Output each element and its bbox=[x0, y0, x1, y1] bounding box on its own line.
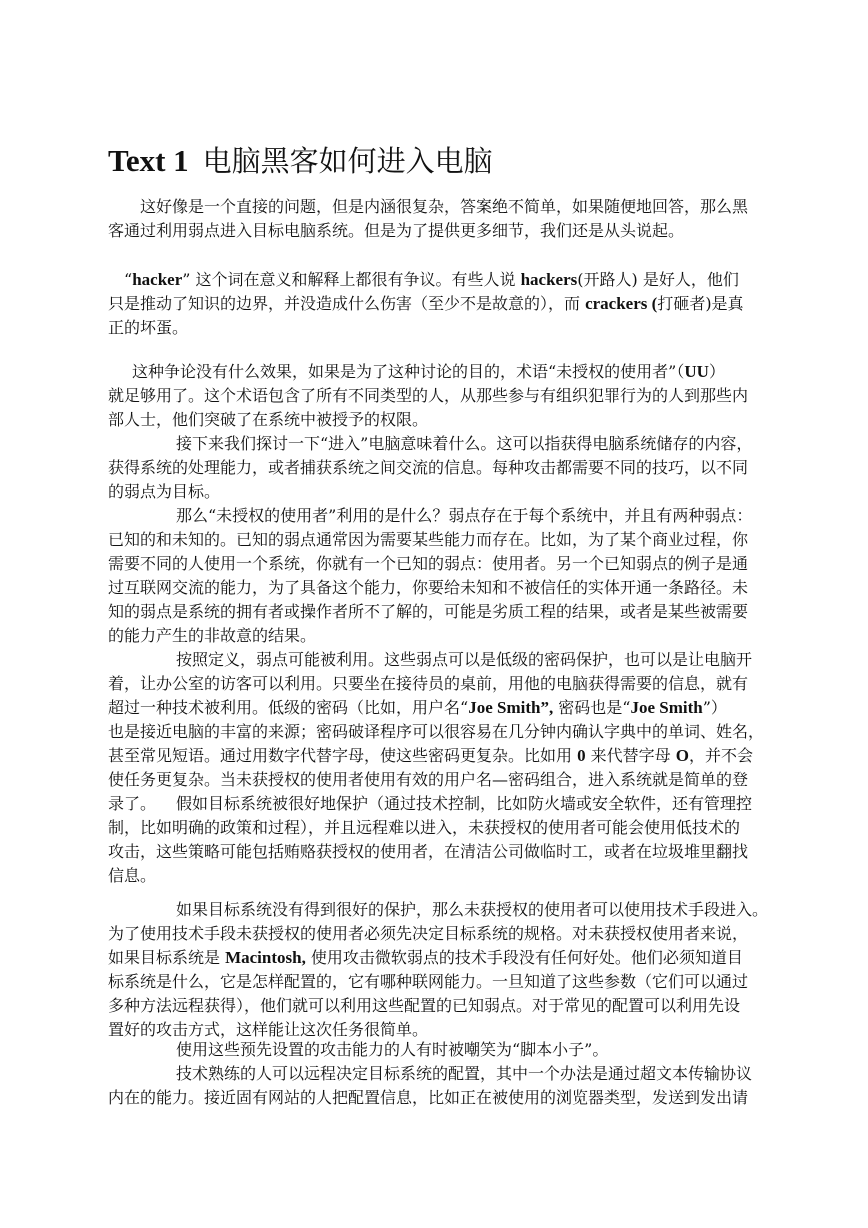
text-line: 甚至常见短语。通过用数字代替字母，使这些密码更复杂。比如用 0 来代替字母 O，并不会 bbox=[108, 746, 754, 765]
text-line: 置好的攻击方式，这样能让这次任务很简单。 bbox=[108, 1020, 429, 1039]
text-line: 多种方法远程获得），他们就可以利用这些配置的已知弱点。对于常见的配置可以利用先设 bbox=[108, 996, 741, 1015]
text-line: 如果目标系统没有得到很好的保护，那么未获授权的使用者可以使用技术手段进入。 bbox=[176, 900, 769, 919]
text-line: 信息。 bbox=[108, 866, 157, 885]
text-line: 获得系统的处理能力，或者捕获系统之间交流的信息。每种攻击都需要不同的技巧，以不同 bbox=[108, 458, 749, 477]
text-line: 按照定义，弱点可能被利用。这些弱点可以是低级的密码保护，也可以是让电脑开 bbox=[176, 650, 753, 669]
text-line: 的能力产生的非故意的结果。 bbox=[108, 626, 317, 645]
text-line: 就足够用了。这个术语包含了所有不同类型的人，从那些参与有组织犯罪行为的人到那些内 bbox=[108, 386, 749, 405]
text-line: 录了。 bbox=[108, 794, 157, 813]
text-line: 只是推动了知识的边界，并没造成什么伤害（至少不是故意的），而 crackers (打砸者)是真 bbox=[108, 294, 744, 313]
title-chinese: 电脑黑客如何进入电脑 bbox=[202, 144, 493, 178]
text-line: 客通过利用弱点进入目标电脑系统。但是为了提供更多细节，我们还是从头说起。 bbox=[108, 221, 685, 240]
title-english: Text 1 bbox=[108, 143, 189, 178]
text-line: 标系统是什么，它是怎样配置的，它有哪种联网能力。一旦知道了这些参数（它们可以通过 bbox=[108, 972, 749, 991]
text-line: 这好像是一个直接的问题，但是内涵很复杂，答案绝不简单，如果随便地回答，那么黑 bbox=[140, 197, 749, 216]
text-line: 已知的和未知的。已知的弱点通常因为需要某些能力而存在。比如，为了某个商业过程，你 bbox=[108, 530, 749, 549]
text-line: 攻击，这些策略可能包括贿赂获授权的使用者，在清洁公司做临时工，或者在垃圾堆里翻找 bbox=[108, 842, 749, 861]
text-line: 着，让办公室的访客可以利用。只要坐在接待员的桌前，用他的电脑获得需要的信息，就有 bbox=[108, 674, 749, 693]
text-line: 的弱点为目标。 bbox=[108, 482, 221, 501]
text-line: 如果目标系统是 Macintosh, 使用攻击微软弱点的技术手段没有任何好处。他们必须知道目 bbox=[108, 948, 743, 967]
text-line: 部人士，他们突破了在系统中被授予的权限。 bbox=[108, 410, 429, 429]
text-line: 为了使用技术手段未获授权的使用者必须先决定目标系统的规格。对未获授权使用者来说， bbox=[108, 924, 749, 943]
text-line: 过互联网交流的能力，为了具备这个能力，你要给未知和不被信任的实体开通一条路径。未 bbox=[108, 578, 749, 597]
text-line: 制，比如明确的政策和过程），并且远程难以进入，未获授权的使用者可能会使用低技术的 bbox=[108, 818, 741, 837]
text-line: 那么“未授权的使用者”利用的是什么？弱点存在于每个系统中，并且有两种弱点： bbox=[176, 506, 753, 525]
text-line: 接下来我们探讨一下“进入”电脑意味着什么。这可以指获得电脑系统储存的内容， bbox=[176, 434, 753, 453]
text-line: 假如目标系统被很好地保护（通过技术控制，比如防火墙或安全软件，还有管理控 bbox=[176, 794, 753, 813]
text-line: 内在的能力。接近固有网站的人把配置信息，比如正在被使用的浏览器类型，发送到发出请 bbox=[108, 1088, 749, 1107]
text-line: 使任务更复杂。当未获授权的使用者使用有效的用户名—密码组合，进入系统就是简单的登 bbox=[108, 770, 749, 789]
text-line: 超过一种技术被利用。低级的密码（比如，用户名“Joe Smith”, 密码也是“Joe Smith”） bbox=[108, 698, 727, 717]
text-line: 也是接近电脑的丰富的来源；密码破译程序可以很容易在几分钟内确认字典中的单词、姓名， bbox=[108, 722, 765, 741]
text-line: “hacker” 这个词在意义和解释上都很有争议。有些人说 hackers(开路人) 是好人，他们 bbox=[124, 270, 739, 289]
page-title bbox=[108, 141, 493, 181]
text-line: 知的弱点是系统的拥有者或操作者所不了解的，可能是劣质工程的结果，或者是某些被需要 bbox=[108, 602, 749, 621]
text-line: 正的坏蛋。 bbox=[108, 318, 189, 337]
text-line: 使用这些预先设置的攻击能力的人有时被嘲笑为“脚本小子”。 bbox=[176, 1040, 609, 1059]
text-line: 需要不同的人使用一个系统，你就有一个已知的弱点：使用者。另一个已知弱点的例子是通 bbox=[108, 554, 749, 573]
text-line: 技术熟练的人可以远程决定目标系统的配置，其中一个办法是通过超文本传输协议 bbox=[176, 1064, 753, 1083]
text-line: 这种争论没有什么效果，如果是为了这种讨论的目的，术语“未授权的使用者”（UU） bbox=[132, 362, 725, 381]
